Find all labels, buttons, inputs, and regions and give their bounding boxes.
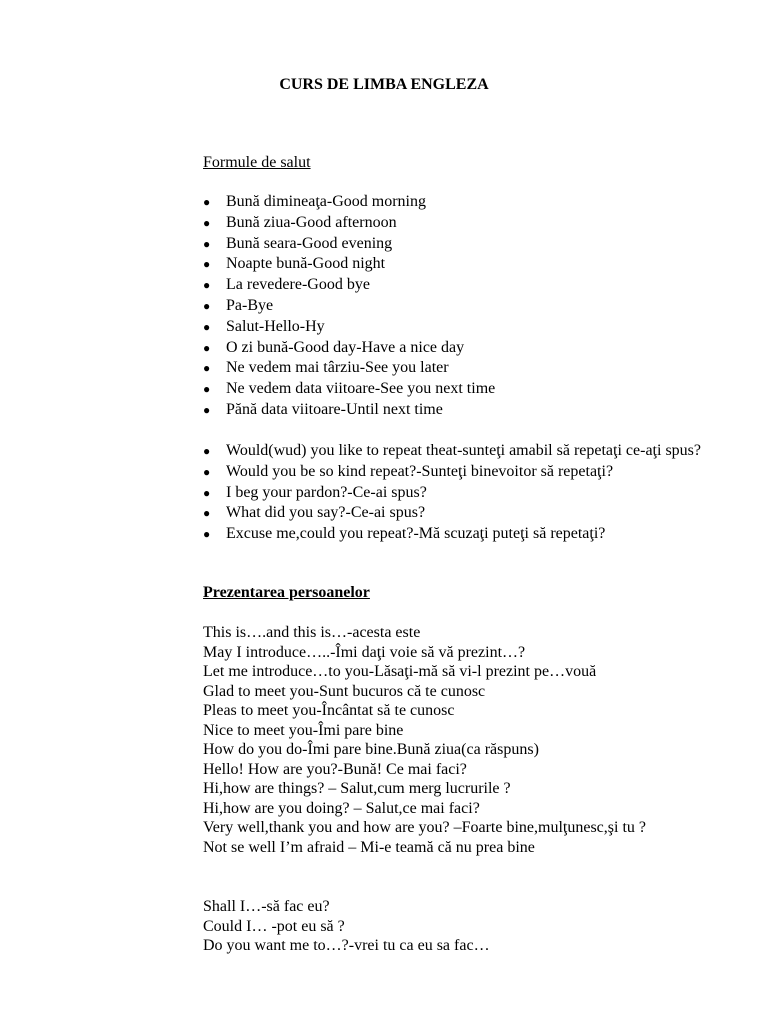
bullet-icon: ● — [203, 485, 211, 500]
section-heading-greetings: Formule de salut — [203, 154, 311, 171]
text-line: Nice to meet you-Îmi pare bine — [203, 721, 404, 739]
list-item — [203, 275, 738, 296]
list-item-text: O zi bună-Good day-Have a nice day — [226, 338, 465, 356]
list-item — [203, 483, 738, 504]
list-item — [203, 400, 738, 421]
document-title: CURS DE LIMBA ENGLEZA — [279, 76, 489, 93]
list-item — [203, 358, 738, 379]
bullet-icon: ● — [203, 444, 211, 458]
list-item — [203, 234, 738, 255]
list-item — [203, 524, 738, 545]
text-line: Could I… -pot eu să ? — [203, 917, 345, 935]
bullet-icon: ● — [203, 340, 211, 355]
list-item-text: La revedere-Good bye — [226, 276, 370, 294]
list-item-text: Would you be so kind repeat?-Sunteţi binevoitor să repetaţi? — [226, 462, 614, 480]
list-item — [203, 254, 738, 275]
bullet-icon: ● — [203, 319, 211, 334]
bullet-icon: ● — [203, 257, 211, 272]
text-line: How do you do-Îmi pare bine.Bună ziua(ca răspuns) — [203, 741, 539, 758]
list-item-text: I beg your pardon?-Ce-ai spus? — [226, 483, 427, 501]
list-item — [203, 192, 738, 213]
list-item-text: What did you say?-Ce-ai spus? — [226, 504, 426, 522]
list-item — [203, 338, 738, 359]
list-item-text: Pănă data viitoare-Until next time — [226, 400, 443, 418]
list-item — [203, 441, 738, 462]
list-item-text: Noapte bună-Good night — [226, 255, 386, 273]
bullet-icon: ● — [203, 382, 211, 397]
list-item-text: Bună seara-Good evening — [226, 234, 393, 252]
offers-lines — [203, 897, 743, 956]
list-item-text: Ne vedem data viitoare-See you next time — [226, 380, 496, 398]
list-item — [203, 296, 738, 317]
bullet-icon: ● — [203, 402, 211, 417]
text-line: Not se well I’m afraid – Mi-e teamă că nu prea bine — [203, 838, 535, 856]
list-item — [203, 462, 738, 483]
list-item — [203, 213, 738, 234]
bullet-icon: ● — [203, 298, 211, 313]
list-item — [203, 503, 738, 524]
text-line: Hi,how are things? – Salut,cum merg lucrurile ? — [203, 780, 511, 797]
list-item-text: Salut-Hello-Hy — [226, 317, 325, 335]
requests-list — [203, 441, 738, 545]
list-item-text: Ne vedem mai târziu-See you later — [226, 359, 449, 377]
text-line: This is….and this is…-acesta este — [203, 624, 421, 641]
section-heading-introductions: Prezentarea persoanelor — [203, 584, 370, 601]
bullet-icon: ● — [203, 464, 211, 479]
list-item-text: Pa-Bye — [226, 296, 274, 314]
list-item — [203, 317, 738, 338]
text-line: Shall I…-să fac eu? — [203, 898, 330, 915]
text-line: Hello! How are you?-Bună! Ce mai faci? — [203, 760, 467, 778]
greetings-list — [203, 192, 738, 421]
list-item-text: Would(wud) you like to repeat theat-sunteţi amabil să repetaţi ce-aţi spus? — [226, 442, 701, 459]
text-line: Do you want me to…?-vrei tu ca eu sa fac… — [203, 937, 490, 954]
list-item — [203, 379, 738, 400]
text-line: Let me introduce…to you-Lăsaţi-mă să vi-l prezint pe…vouă — [203, 663, 597, 680]
list-item-text: Bună ziua-Good afternoon — [226, 213, 397, 231]
bullet-icon: ● — [203, 195, 211, 209]
text-line: May I introduce…..-Îmi daţi voie să vă prezint…? — [203, 643, 526, 661]
bullet-icon: ● — [203, 236, 211, 251]
bullet-icon: ● — [203, 527, 211, 542]
bullet-icon: ● — [203, 215, 211, 230]
bullet-icon: ● — [203, 278, 211, 293]
bullet-icon: ● — [203, 506, 211, 521]
text-line: Very well,thank you and how are you? –Foarte bine,mulţunesc,şi tu ? — [203, 819, 646, 836]
list-item-text: Excuse me,could you repeat?-Mă scuzaţi puteţi să repetaţi? — [226, 525, 606, 543]
text-line: Pleas to meet you-Încântat să te cunosc — [203, 702, 455, 719]
text-line: Glad to meet you-Sunt bucuros că te cunosc — [203, 682, 486, 700]
bullet-icon: ● — [203, 361, 211, 376]
text-line: Hi,how are you doing? – Salut,ce mai faci? — [203, 799, 480, 817]
list-item-text: Bună dimineaţa-Good morning — [226, 193, 426, 210]
introductions-lines — [203, 623, 743, 857]
